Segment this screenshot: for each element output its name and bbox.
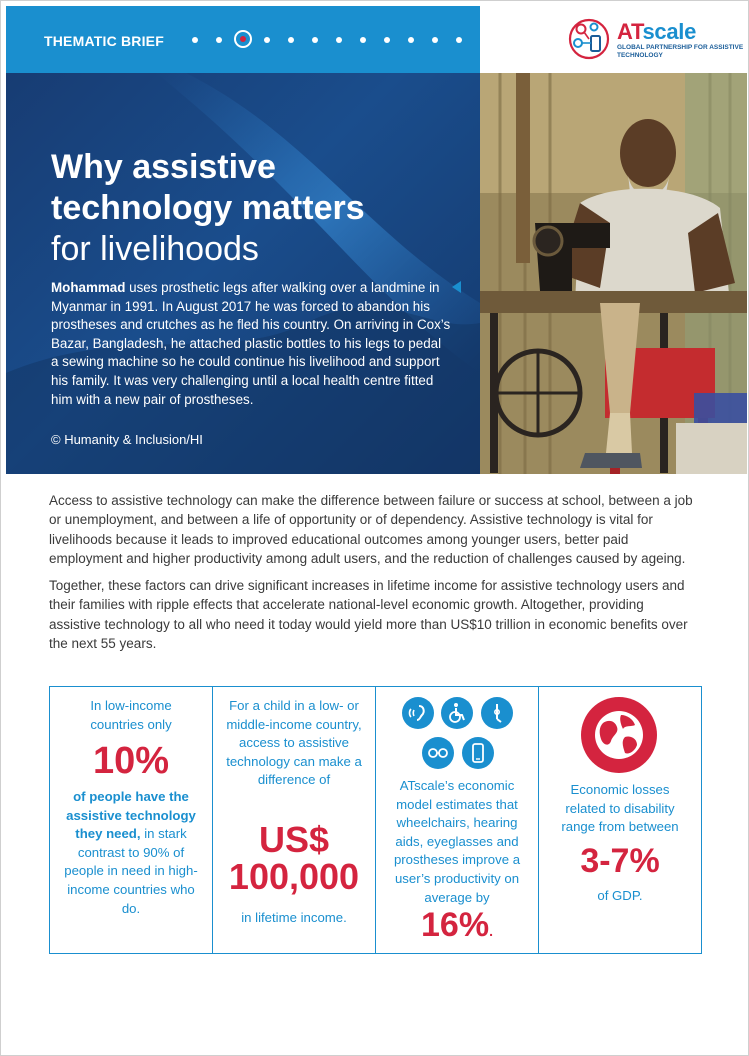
stat-low-income	[50, 687, 212, 953]
page-dot	[360, 37, 366, 43]
story-name: Mohammad	[51, 280, 126, 295]
stat1-description	[58, 788, 204, 918]
page-dot	[216, 37, 222, 43]
stat4-intro: Economic losses related to disability range from between	[561, 782, 679, 835]
phone-icon	[462, 737, 494, 769]
page-dot	[264, 37, 270, 43]
page-dot	[336, 37, 342, 43]
stat-productivity	[375, 687, 538, 953]
logo-wordmark	[617, 19, 696, 45]
stat2-value-amount: 100,000	[228, 856, 360, 897]
stat3-value-suffix: .	[489, 923, 493, 939]
stat3-intro: ATscale’s economic model estimates that wheelchairs, hearing aids, eyeglasses and prostheses improve a user’s productivity on average by	[393, 778, 521, 905]
stat4-outro: of GDP.	[597, 888, 643, 903]
header-band	[6, 6, 480, 73]
stats-panel	[49, 686, 702, 954]
page-dot	[384, 37, 390, 43]
stat3-value-wrap	[376, 907, 538, 949]
hearing-aid-icon	[402, 697, 434, 729]
wheelchair-icon	[441, 697, 473, 729]
photo-credit: © Humanity & Inclusion/HI	[51, 432, 203, 447]
photo-pointer-icon	[452, 281, 461, 293]
stat4-value: 3-7%	[580, 842, 660, 880]
page-dots	[192, 31, 462, 49]
assistive-product-icons	[376, 697, 538, 777]
story-text: uses prosthetic legs after walking over a landmine in Myanmar in 1991. In August 2017 he was forced to abandon his prostheses and crutches as he fled his country. On arriving in Cox’s Bazar, Bangladesh, he attached plastic bottles to his legs to pedal a sewing machine so he could continue his livelihood and support his family. It was very challenging until a local health centre fitted him with a new pair of prostheses.	[51, 280, 451, 407]
sewing-machine-photo-illustration	[480, 73, 747, 474]
stat2-value-currency: US$	[258, 819, 330, 860]
stat1-bold-text: of people have the assistive technology they need,	[66, 789, 196, 842]
atscale-logo-mark-icon	[567, 17, 611, 61]
stat3-value: 16%	[421, 906, 490, 944]
page-dot	[408, 37, 414, 43]
hero-swoosh-decoration	[6, 73, 480, 474]
title-line-3: for livelihoods	[51, 230, 259, 268]
logo-wordmark-scale: scale	[642, 19, 697, 44]
page-dot-active	[234, 30, 252, 48]
page-dot	[192, 37, 198, 43]
hero-photo	[480, 73, 747, 474]
globe-icon	[581, 697, 657, 773]
body-paragraph-1: Access to assistive technology can make the difference between failure or success at school, between a job or unemployment, and between a life of opportunity or of dependency. Assistive technology is vital for livelihoods because it leads to improved educational outcomes among younger users, better paid employment and higher productivity among adult users, and the reduction of challenges caused by ageing.	[49, 493, 693, 566]
hero-panel	[6, 73, 480, 474]
stat-lifetime-income	[212, 687, 375, 953]
title-line-1: Why assistive	[51, 148, 276, 186]
page-dot	[288, 37, 294, 43]
page-dot	[432, 37, 438, 43]
body-text	[49, 491, 699, 661]
page-dot	[312, 37, 318, 43]
hero-story	[51, 279, 451, 409]
page-dot	[456, 37, 462, 43]
prosthesis-icon	[481, 697, 513, 729]
stat1-rest-text: in stark contrast to 90% of people in need in high-income countries who do.	[64, 826, 198, 916]
logo-tagline: GLOBAL PARTNERSHIP FOR ASSISTIVE TECHNOLOGY	[617, 44, 744, 59]
atscale-logo[interactable]	[567, 17, 744, 61]
page-title	[51, 147, 461, 270]
title-line-2: technology matters	[51, 189, 365, 227]
eyeglasses-icon	[422, 737, 454, 769]
stat-gdp-losses	[538, 687, 701, 953]
stat2-intro: For a child in a low- or middle-income country, access to assistive technology can make a difference of	[226, 698, 362, 788]
body-paragraph-2: Together, these factors can drive significant increases in lifetime income for assistive technology users and their families with ripple effects that accelerate national-level economic growth. Altogether, providing assistive technology to all who need it today would yield more than US$10 trillion in economic benefits over the next 55 years.	[49, 578, 688, 652]
logo-wordmark-at: AT	[617, 19, 643, 44]
stat1-value: 10%	[92, 740, 170, 782]
brief-label: THEMATIC BRIEF	[44, 33, 164, 49]
stat2-outro: in lifetime income.	[241, 910, 347, 925]
stat1-intro: In low-income countries only	[90, 698, 172, 732]
